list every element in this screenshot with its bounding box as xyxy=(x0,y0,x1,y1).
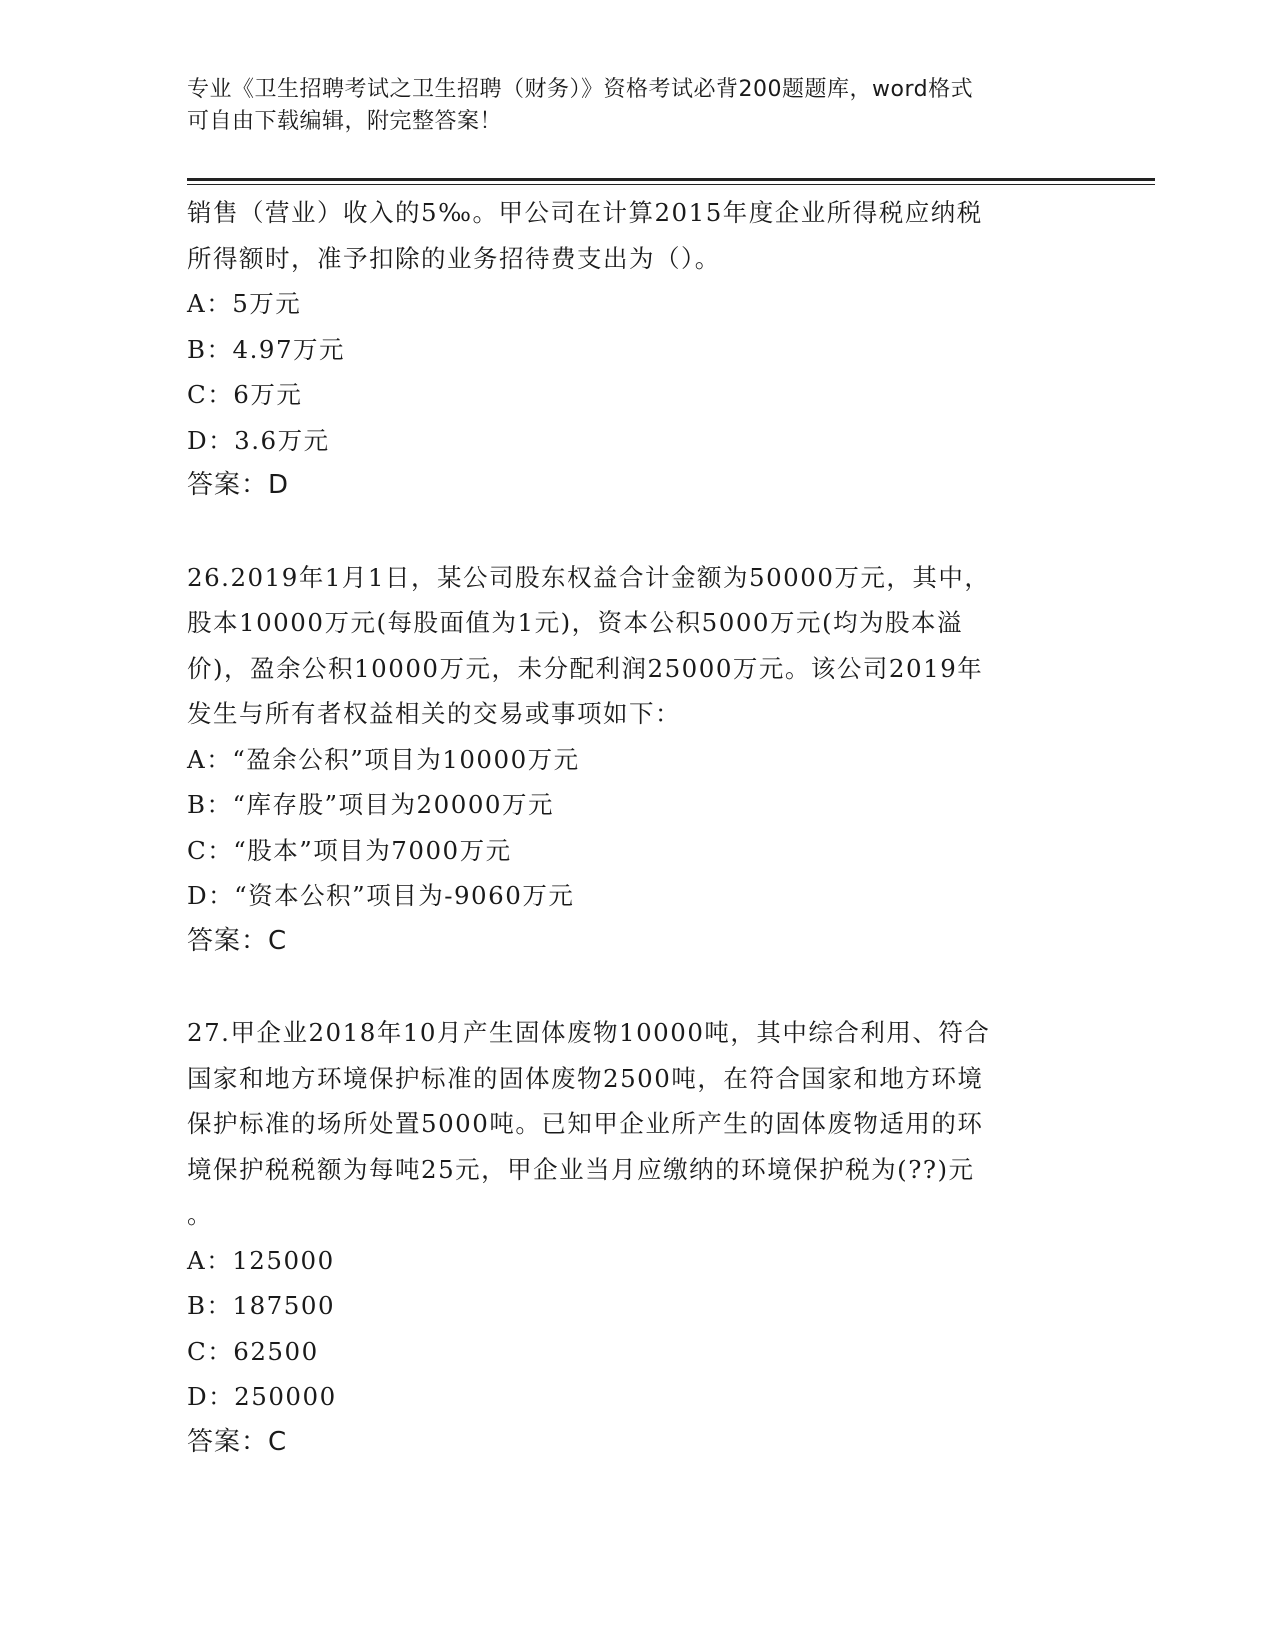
option-c: C：“股本”项目为7000万元 xyxy=(187,835,512,865)
question-text-line: 境保护税税额为每吨25元，甲企业当月应缴纳的环境保护税为(??)元 xyxy=(187,1154,975,1184)
question-list xyxy=(187,190,1067,1465)
question-text-line: 发生与所有者权益相关的交易或事项如下： xyxy=(187,699,681,728)
question-text-line: 价)，盈余公积10000万元，未分配利润25000万元。该公司2019年 xyxy=(187,653,984,683)
option-a: A：“盈余公积”项目为10000万元 xyxy=(187,744,580,774)
option-c: C：62500 xyxy=(187,1336,319,1366)
question-block xyxy=(187,1010,1067,1465)
question-text-line: 所得额时，准予扣除的业务招待费支出为（）。 xyxy=(187,243,721,273)
option-a: A：5万元 xyxy=(187,289,302,318)
header-line-1: 专业《卫生招聘考试之卫生招聘（财务）》资格考试必背200题题库，word格式 xyxy=(187,77,974,102)
option-b: B：187500 xyxy=(187,1291,336,1320)
option-b: B：4.97万元 xyxy=(187,334,346,364)
question-block xyxy=(187,555,1067,965)
question-text-line: 。 xyxy=(187,1200,213,1229)
answer-line: 答案：C xyxy=(187,925,288,956)
option-d: D：“资本公积”项目为-9060万元 xyxy=(187,881,575,910)
option-d: D：250000 xyxy=(187,1382,337,1411)
spacer xyxy=(187,509,1067,555)
question-text-line: 保护标准的场所处置5000吨。已知甲企业所产生的固体废物适用的环 xyxy=(187,1109,984,1138)
question-text-line: 股本10000万元(每股面值为1元)，资本公积5000万元(均为股本溢 xyxy=(187,608,964,637)
spacer xyxy=(187,964,1067,1010)
option-c: C：6万元 xyxy=(187,380,303,409)
option-d: D：3.6万元 xyxy=(187,425,330,455)
answer-line: 答案：D xyxy=(187,470,290,500)
answer-line: 答案：C xyxy=(187,1426,288,1457)
document-header xyxy=(187,74,1067,138)
question-text-line: 销售（营业）收入的5‰。甲公司在计算2015年度企业所得税应纳税 xyxy=(187,198,983,227)
question-text-line: 27.甲企业2018年10月产生固体废物10000吨，其中综合利用、符合 xyxy=(187,1018,991,1047)
header-divider-thick xyxy=(187,178,1155,181)
question-text-line: 国家和地方环境保护标准的固体废物2500吨，在符合国家和地方环境 xyxy=(187,1063,984,1093)
header-line-2: 可自由下载编辑，附完整答案！ xyxy=(187,109,503,134)
option-b: B：“库存股”项目为20000万元 xyxy=(187,790,554,819)
question-text-line: 26.2019年1月1日，某公司股东权益合计金额为50000万元，其中， xyxy=(187,562,991,592)
question-block xyxy=(187,190,1067,509)
header-divider-thin xyxy=(187,184,1155,185)
option-a: A：125000 xyxy=(187,1245,335,1275)
